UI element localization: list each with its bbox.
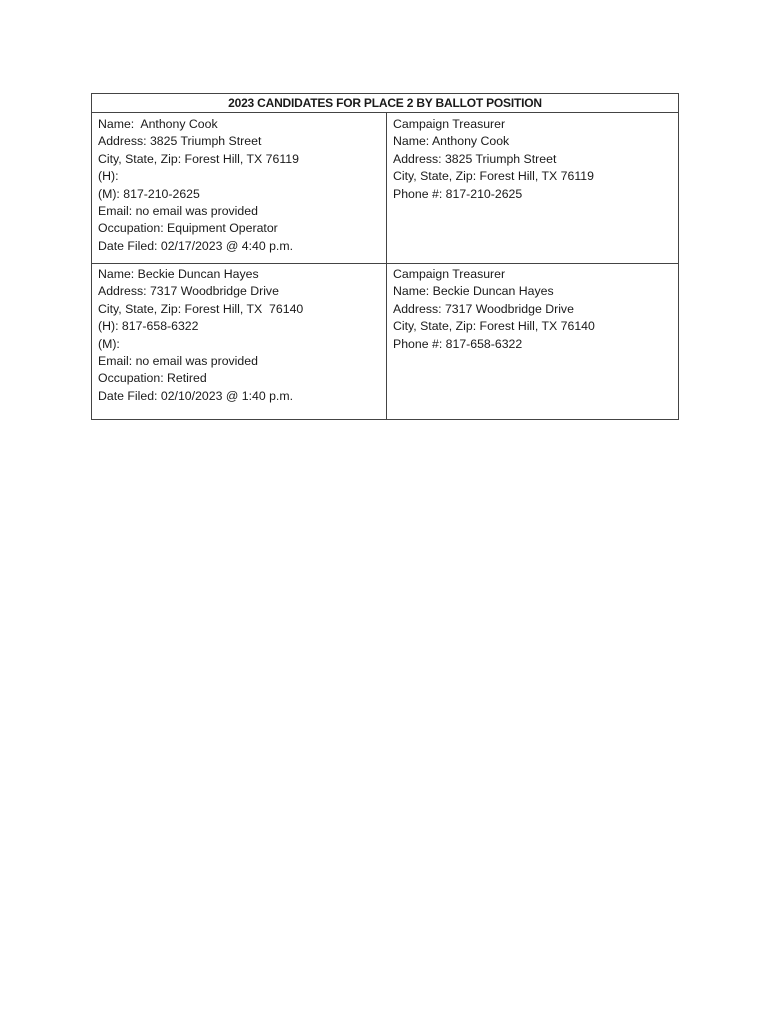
candidate-address: Address: 7317 Woodbridge Drive [98, 284, 279, 299]
candidate-occupation: Occupation: Retired [98, 371, 207, 386]
candidate-date-filed: Date Filed: 02/10/2023 @ 1:40 p.m. [98, 388, 294, 403]
candidate-home-phone: (H): [98, 169, 119, 184]
candidate-cell [92, 264, 387, 419]
table-row [92, 264, 678, 419]
candidate-address: Address: 3825 Triumph Street [98, 134, 262, 149]
treasurer-address: Address: 7317 Woodbridge Drive [393, 301, 574, 316]
treasurer-city-state-zip: City, State, Zip: Forest Hill, TX 76119 [393, 169, 594, 184]
treasurer-heading: Campaign Treasurer [393, 117, 506, 131]
treasurer-cell [387, 264, 678, 419]
candidates-table [91, 93, 679, 420]
table-title: 2023 CANDIDATES FOR PLACE 2 BY BALLOT POSITION [92, 94, 678, 113]
treasurer-cell [387, 113, 678, 263]
treasurer-phone: Phone #: 817-658-6322 [393, 336, 523, 351]
treasurer-phone: Phone #: 817-210-2625 [393, 186, 523, 201]
treasurer-heading: Campaign Treasurer [393, 267, 506, 281]
candidate-city-state-zip: City, State, Zip: Forest Hill, TX 76140 [98, 301, 304, 316]
candidate-name: Name: Beckie Duncan Hayes [98, 267, 259, 281]
candidate-email: Email: no email was provided [98, 204, 258, 219]
table-row [92, 113, 678, 264]
candidate-date-filed: Date Filed: 02/17/2023 @ 4:40 p.m. [98, 238, 294, 253]
candidate-mobile-phone: (M): 817-210-2625 [98, 186, 200, 201]
candidate-email: Email: no email was provided [98, 354, 258, 369]
candidate-name: Name: Anthony Cook [98, 117, 218, 131]
treasurer-name: Name: Beckie Duncan Hayes [393, 284, 554, 299]
treasurer-address: Address: 3825 Triumph Street [393, 151, 557, 166]
candidate-city-state-zip: City, State, Zip: Forest Hill, TX 76119 [98, 151, 299, 166]
candidate-home-phone: (H): 817-658-6322 [98, 319, 199, 334]
treasurer-city-state-zip: City, State, Zip: Forest Hill, TX 76140 [393, 319, 595, 334]
candidate-occupation: Occupation: Equipment Operator [98, 221, 278, 236]
candidate-cell [92, 113, 387, 263]
candidate-mobile-phone: (M): [98, 336, 120, 351]
treasurer-name: Name: Anthony Cook [393, 134, 510, 149]
